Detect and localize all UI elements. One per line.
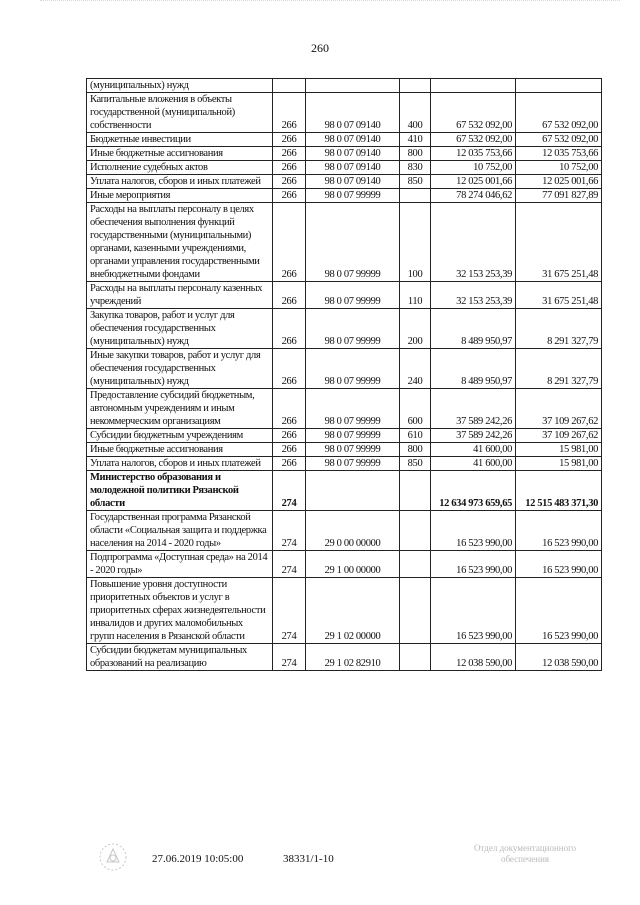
cell-sum-2020: 67 532 092,00 bbox=[516, 93, 602, 133]
cell-sum-2020: 67 532 092,00 bbox=[516, 133, 602, 147]
cell-sum-2020: 15 981,00 bbox=[516, 443, 602, 457]
cell-sum-2019: 16 523 990,00 bbox=[431, 551, 516, 578]
cell-csr: 98 0 07 99999 bbox=[306, 457, 400, 471]
cell-vr: 800 bbox=[400, 443, 431, 457]
cell-ved: 274 bbox=[273, 551, 306, 578]
cell-vr: 400 bbox=[400, 93, 431, 133]
cell-sum-2019: 8 489 950,97 bbox=[431, 309, 516, 349]
cell-name: Субсидии бюджетам муниципальных образований на реализацию bbox=[87, 644, 273, 671]
cell-vr bbox=[400, 471, 431, 511]
cell-name: Субсидии бюджетным учреждениям bbox=[87, 429, 273, 443]
cell-sum-2020: 16 523 990,00 bbox=[516, 551, 602, 578]
cell-sum-2019: 37 589 242,26 bbox=[431, 389, 516, 429]
cell-csr: 29 1 02 00000 bbox=[306, 578, 400, 644]
table-row bbox=[87, 189, 602, 203]
cell-vr: 800 bbox=[400, 147, 431, 161]
cell-sum-2019: 67 532 092,00 bbox=[431, 93, 516, 133]
cell-sum-2020: 15 981,00 bbox=[516, 457, 602, 471]
cell-name: (муниципальных) нужд bbox=[87, 79, 273, 93]
cell-name: Иные бюджетные ассигнования bbox=[87, 147, 273, 161]
cell-ved: 266 bbox=[273, 189, 306, 203]
cell-sum-2019: 16 523 990,00 bbox=[431, 511, 516, 551]
cell-name: Расходы на выплаты персоналу казенных учреждений bbox=[87, 282, 273, 309]
page-number: 260 bbox=[311, 41, 329, 55]
table-row bbox=[87, 282, 602, 309]
table-row bbox=[87, 309, 602, 349]
table-row bbox=[87, 511, 602, 551]
cell-vr bbox=[400, 578, 431, 644]
cell-ved: 266 bbox=[273, 429, 306, 443]
table-row bbox=[87, 93, 602, 133]
table-row bbox=[87, 551, 602, 578]
cell-sum-2019: 67 532 092,00 bbox=[431, 133, 516, 147]
table-row bbox=[87, 443, 602, 457]
cell-ved: 266 bbox=[273, 161, 306, 175]
table-row bbox=[87, 175, 602, 189]
cell-ved: 274 bbox=[273, 511, 306, 551]
cell-csr: 98 0 07 99999 bbox=[306, 189, 400, 203]
table-row bbox=[87, 133, 602, 147]
cell-csr: 98 0 07 99999 bbox=[306, 429, 400, 443]
cell-sum-2020: 16 523 990,00 bbox=[516, 511, 602, 551]
cell-vr bbox=[400, 551, 431, 578]
cell-sum-2020: 12 025 001,66 bbox=[516, 175, 602, 189]
cell-ved: 266 bbox=[273, 282, 306, 309]
cell-ved: 266 bbox=[273, 93, 306, 133]
cell-sum-2019: 37 589 242,26 bbox=[431, 429, 516, 443]
cell-name: Иные бюджетные ассигнования bbox=[87, 443, 273, 457]
cell-vr bbox=[400, 189, 431, 203]
cell-vr bbox=[400, 79, 431, 93]
table-row bbox=[87, 161, 602, 175]
table-row bbox=[87, 578, 602, 644]
table-row bbox=[87, 389, 602, 429]
table-row bbox=[87, 203, 602, 282]
cell-csr: 98 0 07 09140 bbox=[306, 147, 400, 161]
cell-name: Капитальные вложения в объекты государственной (муниципальной) собственности bbox=[87, 93, 273, 133]
cell-sum-2019: 8 489 950,97 bbox=[431, 349, 516, 389]
table-row bbox=[87, 644, 602, 671]
footer-datetime: 27.06.2019 10:05:00 bbox=[152, 853, 244, 865]
stamp-line-1: Отдел документационного bbox=[473, 843, 577, 853]
cell-ved: 266 bbox=[273, 175, 306, 189]
cell-csr: 29 1 02 82910 bbox=[306, 644, 400, 671]
cell-name: Бюджетные инвестиции bbox=[87, 133, 273, 147]
cell-csr: 98 0 07 09140 bbox=[306, 175, 400, 189]
cell-sum-2019 bbox=[431, 79, 516, 93]
cell-sum-2020: 12 038 590,00 bbox=[516, 644, 602, 671]
cell-sum-2020 bbox=[516, 79, 602, 93]
stamp-line-2: обеспечения bbox=[500, 854, 550, 864]
cell-sum-2020: 12 515 483 371,30 bbox=[516, 471, 602, 511]
table-row bbox=[87, 457, 602, 471]
cell-vr: 240 bbox=[400, 349, 431, 389]
cell-sum-2020: 10 752,00 bbox=[516, 161, 602, 175]
cell-sum-2020: 37 109 267,62 bbox=[516, 389, 602, 429]
cell-sum-2019: 12 035 753,66 bbox=[431, 147, 516, 161]
cell-vr: 110 bbox=[400, 282, 431, 309]
cell-vr: 600 bbox=[400, 389, 431, 429]
cell-sum-2020: 8 291 327,79 bbox=[516, 349, 602, 389]
cell-ved: 266 bbox=[273, 203, 306, 282]
cell-name: Иные закупки товаров, работ и услуг для обеспечения государственных (муниципальных) нужд bbox=[87, 349, 273, 389]
cell-name: Уплата налогов, сборов и иных платежей bbox=[87, 457, 273, 471]
cell-vr: 850 bbox=[400, 175, 431, 189]
cell-sum-2019: 32 153 253,39 bbox=[431, 203, 516, 282]
cell-ved: 266 bbox=[273, 309, 306, 349]
cell-csr: 29 1 00 00000 bbox=[306, 551, 400, 578]
cell-sum-2020: 16 523 990,00 bbox=[516, 578, 602, 644]
table-body bbox=[87, 79, 602, 671]
cell-sum-2019: 32 153 253,39 bbox=[431, 282, 516, 309]
cell-ved: 266 bbox=[273, 457, 306, 471]
cell-ved: 266 bbox=[273, 389, 306, 429]
cell-name: Закупка товаров, работ и услуг для обеспечения государственных (муниципальных) нужд bbox=[87, 309, 273, 349]
cell-vr: 830 bbox=[400, 161, 431, 175]
cell-vr: 200 bbox=[400, 309, 431, 349]
footer-stamp bbox=[445, 843, 605, 865]
cell-sum-2019: 12 038 590,00 bbox=[431, 644, 516, 671]
cell-csr: 98 0 07 99999 bbox=[306, 443, 400, 457]
cell-ved: 266 bbox=[273, 147, 306, 161]
scan-edge-noise bbox=[40, 0, 620, 7]
cell-sum-2019: 10 752,00 bbox=[431, 161, 516, 175]
cell-csr: 98 0 07 09140 bbox=[306, 133, 400, 147]
cell-ved: 274 bbox=[273, 644, 306, 671]
cell-name: Предоставление субсидий бюджетным, автономным учреждениям и иным некоммерческим организациям bbox=[87, 389, 273, 429]
cell-csr: 98 0 07 99999 bbox=[306, 203, 400, 282]
cell-vr: 610 bbox=[400, 429, 431, 443]
cell-name: Подпрограмма «Доступная среда» на 2014 - 2020 годы» bbox=[87, 551, 273, 578]
cell-ved: 266 bbox=[273, 349, 306, 389]
table-row bbox=[87, 429, 602, 443]
cell-ved: 266 bbox=[273, 133, 306, 147]
cell-csr: 29 0 00 00000 bbox=[306, 511, 400, 551]
cell-csr: 98 0 07 09140 bbox=[306, 161, 400, 175]
cell-name: Иные мероприятия bbox=[87, 189, 273, 203]
cell-csr: 98 0 07 09140 bbox=[306, 93, 400, 133]
cell-sum-2020: 37 109 267,62 bbox=[516, 429, 602, 443]
cell-csr: 98 0 07 99999 bbox=[306, 389, 400, 429]
cell-vr bbox=[400, 644, 431, 671]
cell-name: Государственная программа Рязанской области «Социальная защита и поддержка населения на 2014 - 2020 годы» bbox=[87, 511, 273, 551]
cell-sum-2020: 77 091 827,89 bbox=[516, 189, 602, 203]
budget-table bbox=[86, 78, 602, 671]
cell-sum-2019: 41 600,00 bbox=[431, 443, 516, 457]
cell-sum-2020: 8 291 327,79 bbox=[516, 309, 602, 349]
cell-csr: 98 0 07 99999 bbox=[306, 309, 400, 349]
cell-csr: 98 0 07 99999 bbox=[306, 349, 400, 389]
table-row bbox=[87, 147, 602, 161]
cell-sum-2019: 16 523 990,00 bbox=[431, 578, 516, 644]
cell-ved: 274 bbox=[273, 471, 306, 511]
cell-csr bbox=[306, 471, 400, 511]
cell-vr: 850 bbox=[400, 457, 431, 471]
cell-csr bbox=[306, 79, 400, 93]
cell-sum-2020: 12 035 753,66 bbox=[516, 147, 602, 161]
cell-name: Министерство образования и молодежной политики Рязанской области bbox=[87, 471, 273, 511]
footer-doc-number: 38331/1-10 bbox=[283, 853, 334, 865]
cell-sum-2020: 31 675 251,48 bbox=[516, 282, 602, 309]
cell-sum-2020: 31 675 251,48 bbox=[516, 203, 602, 282]
cell-csr: 98 0 07 99999 bbox=[306, 282, 400, 309]
cell-vr: 100 bbox=[400, 203, 431, 282]
table-row bbox=[87, 79, 602, 93]
cell-ved: 274 bbox=[273, 578, 306, 644]
cell-vr: 410 bbox=[400, 133, 431, 147]
table-row bbox=[87, 471, 602, 511]
seal-icon bbox=[98, 842, 128, 872]
cell-name: Исполнение судебных актов bbox=[87, 161, 273, 175]
cell-ved bbox=[273, 79, 306, 93]
cell-name: Расходы на выплаты персоналу в целях обеспечения выполнения функций государственными (муниципальными) органами, казенными учреждениями, органами управления государственными внебюджетными фондами bbox=[87, 203, 273, 282]
cell-name: Уплата налогов, сборов и иных платежей bbox=[87, 175, 273, 189]
cell-vr bbox=[400, 511, 431, 551]
cell-name: Повышение уровня доступности приоритетных объектов и услуг в приоритетных сферах жизнедеятельности инвалидов и других маломобильных групп населения в Рязанской области bbox=[87, 578, 273, 644]
cell-sum-2019: 41 600,00 bbox=[431, 457, 516, 471]
cell-sum-2019: 12 025 001,66 bbox=[431, 175, 516, 189]
cell-sum-2019: 78 274 046,62 bbox=[431, 189, 516, 203]
table-row bbox=[87, 349, 602, 389]
cell-ved: 266 bbox=[273, 443, 306, 457]
cell-sum-2019: 12 634 973 659,65 bbox=[431, 471, 516, 511]
